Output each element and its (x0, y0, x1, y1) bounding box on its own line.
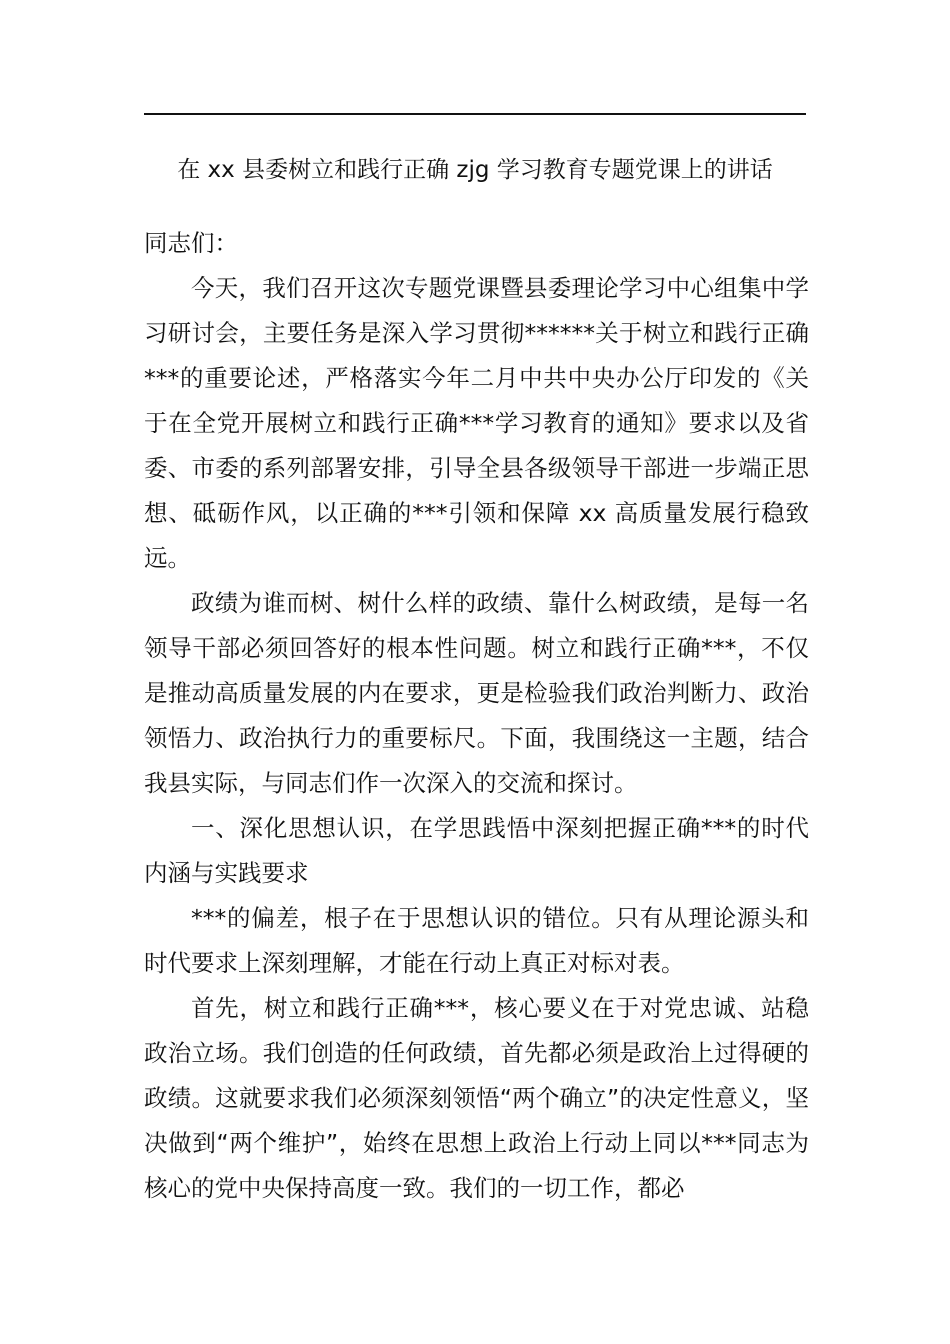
paragraph-root-cause: ***的偏差，根子在于思想认识的错位。只有从理论源头和时代要求上深刻理解，才能在行动上真正对标对表。 (144, 904, 809, 977)
paragraph-intro: 今天，我们召开这次专题党课暨县委理论学习中心组集中学习研讨会，主要任务是深入学习贯彻******关于树立和践行正确***的重要论述，严格落实今年二月中共中央办公厅印发的《关于在全党开展树立和践行正确***学习教育的通知》要求以及省委、市委的系列部署安排，引导全县各级领导干部进一步端正思想、砥砺作风，以正确的***引领和保障 xx 高质量发展行稳致远。 (144, 274, 809, 572)
salutation: 同志们： (144, 229, 238, 257)
paragraph-question: 政绩为谁而树、树什么样的政绩、靠什么树政绩，是每一名领导干部必须回答好的根本性问题。树立和践行正确***，不仅是推动高质量发展的内在要求，更是检验我们政治判断力、政治领悟力、政治执行力的重要标尺。下面，我围绕这一主题，结合我县实际，与同志们作一次深入的交流和探讨。 (144, 589, 809, 797)
header-divider (144, 113, 806, 115)
document-body (144, 221, 809, 1211)
paragraph-first-point: 首先，树立和践行正确***，核心要义在于对党忠诚、站稳政治立场。我们创造的任何政绩，首先都必须是政治上过得硬的政绩。这就要求我们必须深刻领悟“两个确立”的决定性意义，坚决做到“两个维护”，始终在思想上政治上行动上同以***同志为核心的党中央保持高度一致。我们的一切工作，都必 (144, 994, 809, 1202)
section-heading-1: 一、深化思想认识，在学思践悟中深刻把握正确***的时代内涵与实践要求 (144, 814, 809, 887)
document-title: 在 xx 县委树立和践行正确 zjg 学习教育专题党课上的讲话 (177, 157, 773, 183)
